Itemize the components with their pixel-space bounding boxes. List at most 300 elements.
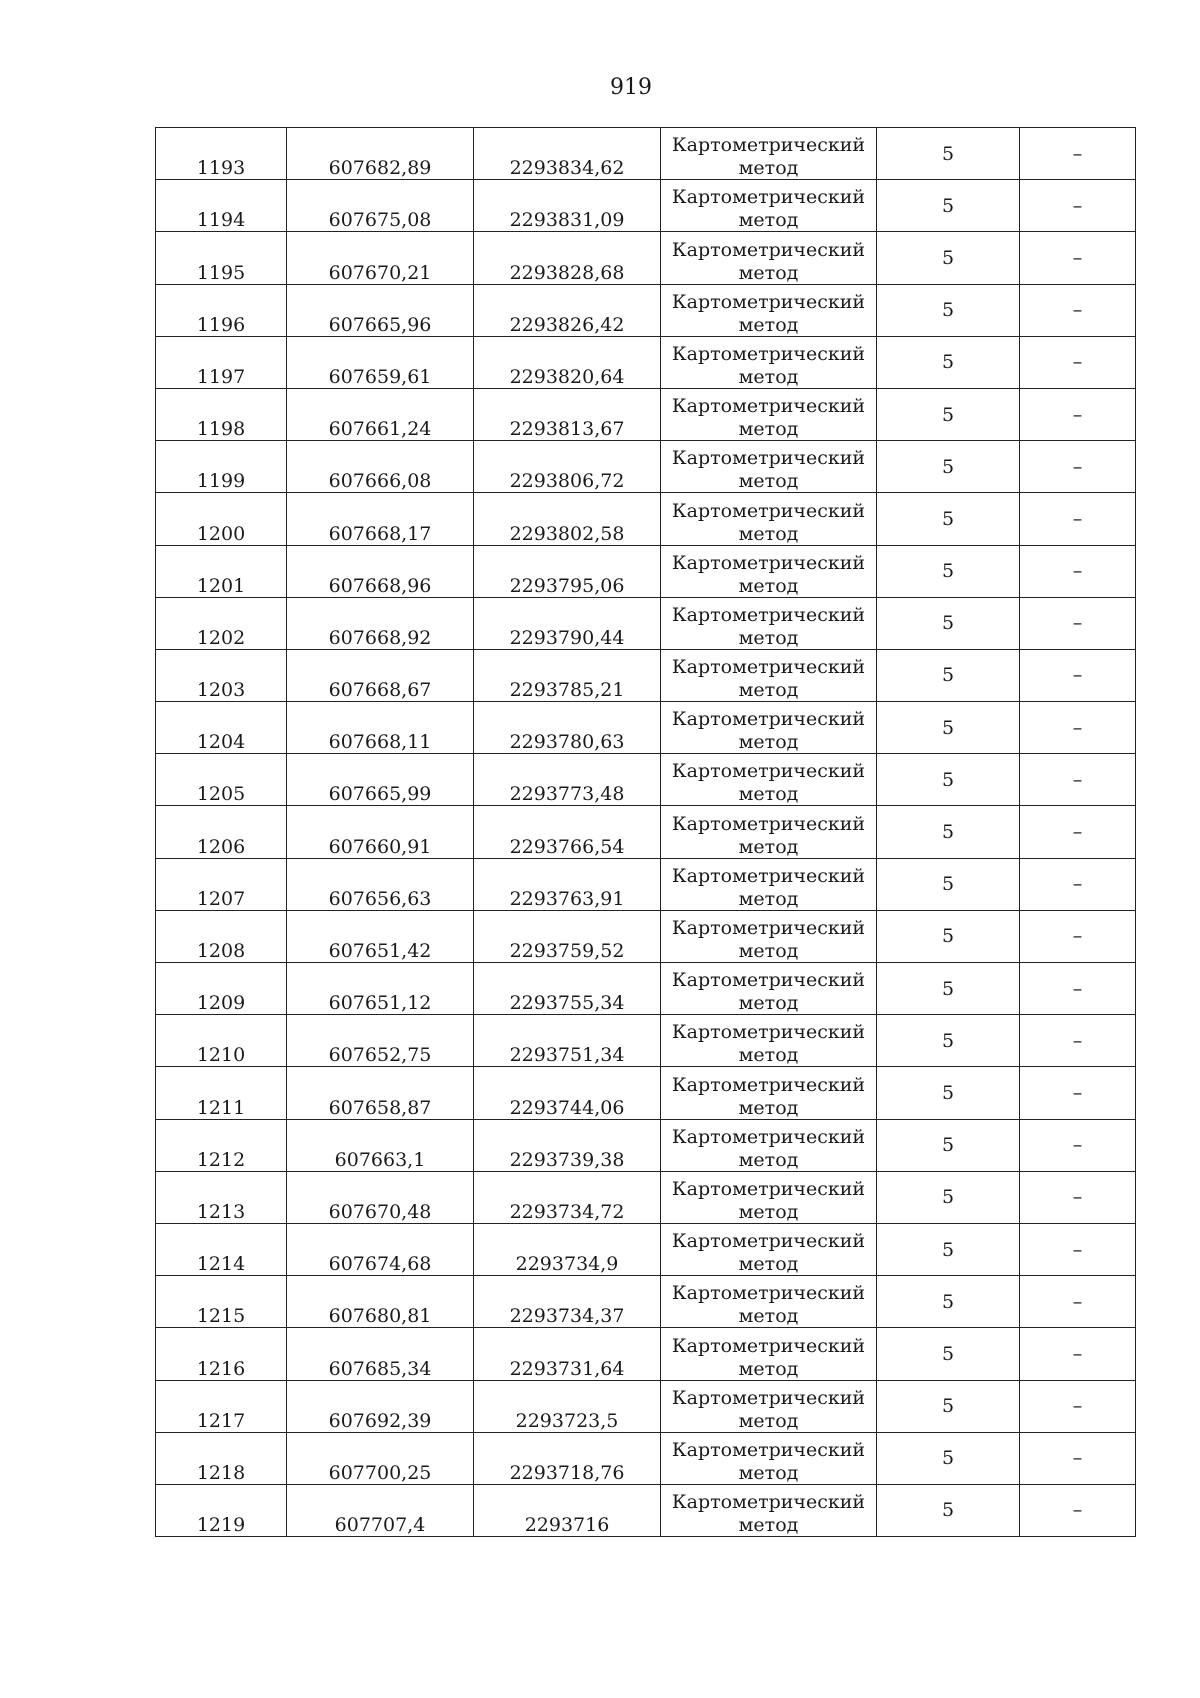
accuracy-cell: 5 <box>877 1067 1020 1119</box>
point-number-cell-text: 1196 <box>196 313 246 336</box>
method-line-1: Картометрический <box>671 395 866 418</box>
x-coordinate-cell <box>287 180 474 232</box>
description-cell: – <box>1020 910 1136 962</box>
method-line-1: Картометрический <box>671 1282 866 1305</box>
x-coordinate-cell-text: 607663,1 <box>334 1148 426 1171</box>
x-coordinate-cell-text: 607700,25 <box>328 1461 432 1484</box>
x-coordinate-cell <box>287 806 474 858</box>
accuracy-cell: 5 <box>877 1380 1020 1432</box>
method-line-1: Картометрический <box>671 1125 866 1148</box>
method-line-1: Картометрический <box>671 290 866 313</box>
y-coordinate-cell-text: 2293739,38 <box>509 1148 625 1171</box>
y-coordinate-cell <box>474 388 661 440</box>
x-coordinate-cell-text: 607670,21 <box>328 261 432 284</box>
table-row <box>156 545 1136 597</box>
x-coordinate-cell <box>287 1067 474 1119</box>
table-row <box>156 1380 1136 1432</box>
method-cell <box>661 1328 877 1380</box>
x-coordinate-cell-text: 607652,75 <box>328 1044 432 1067</box>
x-coordinate-cell-text: 607651,12 <box>328 992 432 1015</box>
y-coordinate-cell <box>474 1328 661 1380</box>
description-cell: – <box>1020 806 1136 858</box>
x-coordinate-cell-text: 607675,08 <box>328 209 432 232</box>
point-number-cell <box>156 858 287 910</box>
method-line-2: метод <box>738 1253 799 1276</box>
method-line-1: Картометрический <box>671 969 866 992</box>
x-coordinate-cell-text: 607682,89 <box>328 157 432 180</box>
point-number-cell-text: 1204 <box>196 731 246 754</box>
point-number-cell <box>156 441 287 493</box>
point-number-cell <box>156 1432 287 1484</box>
y-coordinate-cell-text: 2293731,64 <box>509 1357 625 1380</box>
point-number-cell-text: 1202 <box>196 626 246 649</box>
x-coordinate-cell-text: 607665,99 <box>328 783 432 806</box>
x-coordinate-cell <box>287 1484 474 1536</box>
method-cell <box>661 963 877 1015</box>
accuracy-cell: 5 <box>877 493 1020 545</box>
point-number-cell-text: 1205 <box>196 783 246 806</box>
accuracy-cell: 5 <box>877 441 1020 493</box>
y-coordinate-cell <box>474 1119 661 1171</box>
table-row <box>156 649 1136 701</box>
method-cell <box>661 232 877 284</box>
method-cell <box>661 597 877 649</box>
point-number-cell-text: 1200 <box>196 522 246 545</box>
method-cell <box>661 1223 877 1275</box>
description-cell: – <box>1020 545 1136 597</box>
description-cell: – <box>1020 284 1136 336</box>
table-row <box>156 441 1136 493</box>
point-number-cell <box>156 910 287 962</box>
method-line-1: Картометрический <box>671 134 866 157</box>
method-line-2: метод <box>738 1305 799 1328</box>
table-row <box>156 1276 1136 1328</box>
method-cell <box>661 1432 877 1484</box>
method-line-1: Картометрический <box>671 1334 866 1357</box>
method-line-1: Картометрический <box>671 656 866 679</box>
accuracy-cell: 5 <box>877 232 1020 284</box>
description-cell: – <box>1020 754 1136 806</box>
y-coordinate-cell-text: 2293790,44 <box>509 626 625 649</box>
accuracy-cell: 5 <box>877 1223 1020 1275</box>
method-line-1: Картометрический <box>671 1073 866 1096</box>
x-coordinate-cell <box>287 1432 474 1484</box>
table-row <box>156 754 1136 806</box>
table-row <box>156 858 1136 910</box>
accuracy-cell: 5 <box>877 1276 1020 1328</box>
x-coordinate-cell-text: 607656,63 <box>328 887 432 910</box>
y-coordinate-cell <box>474 806 661 858</box>
y-coordinate-cell-text: 2293826,42 <box>509 313 625 336</box>
point-number-cell-text: 1201 <box>196 574 246 597</box>
table-row <box>156 180 1136 232</box>
y-coordinate-cell <box>474 1015 661 1067</box>
method-line-2: метод <box>738 992 799 1015</box>
description-cell: – <box>1020 336 1136 388</box>
point-number-cell <box>156 1276 287 1328</box>
description-cell: – <box>1020 1015 1136 1067</box>
description-cell: – <box>1020 232 1136 284</box>
x-coordinate-cell-text: 607668,17 <box>328 522 432 545</box>
table-row <box>156 1119 1136 1171</box>
method-line-1: Картометрический <box>671 238 866 261</box>
x-coordinate-cell <box>287 1171 474 1223</box>
y-coordinate-cell <box>474 545 661 597</box>
x-coordinate-cell-text: 607665,96 <box>328 313 432 336</box>
y-coordinate-cell <box>474 597 661 649</box>
x-coordinate-cell <box>287 441 474 493</box>
method-line-2: метод <box>738 626 799 649</box>
point-number-cell <box>156 493 287 545</box>
method-line-1: Картометрический <box>671 1021 866 1044</box>
table-row <box>156 1067 1136 1119</box>
method-line-2: метод <box>738 1357 799 1380</box>
method-line-2: метод <box>738 209 799 232</box>
x-coordinate-cell <box>287 1119 474 1171</box>
method-cell <box>661 1484 877 1536</box>
method-line-1: Картометрический <box>671 864 866 887</box>
x-coordinate-cell <box>287 388 474 440</box>
point-number-cell-text: 1209 <box>196 992 246 1015</box>
point-number-cell-text: 1214 <box>196 1253 246 1276</box>
x-coordinate-cell <box>287 1223 474 1275</box>
point-number-cell-text: 1194 <box>196 209 246 232</box>
description-cell: – <box>1020 1171 1136 1223</box>
method-line-1: Картометрический <box>671 1230 866 1253</box>
method-cell <box>661 858 877 910</box>
method-line-2: метод <box>738 731 799 754</box>
description-cell: – <box>1020 441 1136 493</box>
table-row <box>156 493 1136 545</box>
accuracy-cell: 5 <box>877 754 1020 806</box>
accuracy-cell: 5 <box>877 910 1020 962</box>
point-number-cell <box>156 284 287 336</box>
y-coordinate-cell <box>474 232 661 284</box>
description-cell: – <box>1020 493 1136 545</box>
accuracy-cell: 5 <box>877 806 1020 858</box>
y-coordinate-cell <box>474 649 661 701</box>
y-coordinate-cell <box>474 1171 661 1223</box>
method-cell <box>661 806 877 858</box>
method-line-2: метод <box>738 470 799 493</box>
accuracy-cell: 5 <box>877 597 1020 649</box>
point-number-cell-text: 1195 <box>196 261 246 284</box>
x-coordinate-cell <box>287 858 474 910</box>
y-coordinate-cell-text: 2293763,91 <box>509 887 625 910</box>
method-cell <box>661 910 877 962</box>
y-coordinate-cell <box>474 1432 661 1484</box>
method-line-1: Картометрический <box>671 447 866 470</box>
method-line-2: метод <box>738 783 799 806</box>
coordinates-table-body <box>156 128 1136 1537</box>
y-coordinate-cell <box>474 180 661 232</box>
method-line-1: Картометрический <box>671 186 866 209</box>
table-row <box>156 806 1136 858</box>
x-coordinate-cell-text: 607661,24 <box>328 418 432 441</box>
x-coordinate-cell <box>287 493 474 545</box>
point-number-cell <box>156 180 287 232</box>
accuracy-cell: 5 <box>877 388 1020 440</box>
accuracy-cell: 5 <box>877 336 1020 388</box>
description-cell: – <box>1020 180 1136 232</box>
method-cell <box>661 493 877 545</box>
table-row <box>156 702 1136 754</box>
y-coordinate-cell-text: 2293716 <box>524 1514 610 1537</box>
point-number-cell <box>156 1119 287 1171</box>
y-coordinate-cell <box>474 1067 661 1119</box>
x-coordinate-cell <box>287 649 474 701</box>
method-line-1: Картометрический <box>671 1386 866 1409</box>
point-number-cell-text: 1219 <box>196 1514 246 1537</box>
description-cell: – <box>1020 1223 1136 1275</box>
y-coordinate-cell-text: 2293751,34 <box>509 1044 625 1067</box>
x-coordinate-cell <box>287 1276 474 1328</box>
y-coordinate-cell-text: 2293734,72 <box>509 1200 625 1223</box>
coordinates-table <box>155 127 1136 1537</box>
x-coordinate-cell <box>287 597 474 649</box>
description-cell: – <box>1020 1380 1136 1432</box>
x-coordinate-cell-text: 607668,96 <box>328 574 432 597</box>
table-row <box>156 232 1136 284</box>
method-line-2: метод <box>738 365 799 388</box>
method-line-2: метод <box>738 261 799 284</box>
point-number-cell <box>156 1171 287 1223</box>
table-row <box>156 910 1136 962</box>
method-line-2: метод <box>738 574 799 597</box>
point-number-cell-text: 1212 <box>196 1148 246 1171</box>
method-cell <box>661 545 877 597</box>
point-number-cell <box>156 232 287 284</box>
description-cell: – <box>1020 597 1136 649</box>
x-coordinate-cell-text: 607659,61 <box>328 365 432 388</box>
accuracy-cell: 5 <box>877 1015 1020 1067</box>
method-line-1: Картометрический <box>671 1491 866 1514</box>
y-coordinate-cell-text: 2293802,58 <box>509 522 625 545</box>
method-line-2: метод <box>738 1514 799 1537</box>
y-coordinate-cell <box>474 858 661 910</box>
accuracy-cell: 5 <box>877 649 1020 701</box>
method-cell <box>661 1119 877 1171</box>
method-line-2: метод <box>738 157 799 180</box>
method-line-2: метод <box>738 1200 799 1223</box>
method-line-1: Картометрический <box>671 499 866 522</box>
method-line-1: Картометрический <box>671 342 866 365</box>
y-coordinate-cell <box>474 1484 661 1536</box>
method-cell <box>661 441 877 493</box>
point-number-cell-text: 1198 <box>196 418 246 441</box>
table-row <box>156 1015 1136 1067</box>
point-number-cell <box>156 702 287 754</box>
point-number-cell <box>156 1328 287 1380</box>
method-line-1: Картометрический <box>671 603 866 626</box>
point-number-cell <box>156 545 287 597</box>
accuracy-cell: 5 <box>877 1432 1020 1484</box>
point-number-cell-text: 1193 <box>196 157 246 180</box>
x-coordinate-cell-text: 607674,68 <box>328 1253 432 1276</box>
point-number-cell-text: 1216 <box>196 1357 246 1380</box>
point-number-cell <box>156 1484 287 1536</box>
y-coordinate-cell-text: 2293834,62 <box>509 157 625 180</box>
point-number-cell <box>156 1015 287 1067</box>
table-row <box>156 388 1136 440</box>
method-line-1: Картометрический <box>671 1177 866 1200</box>
x-coordinate-cell-text: 607692,39 <box>328 1409 432 1432</box>
y-coordinate-cell-text: 2293759,52 <box>509 940 625 962</box>
method-line-2: метод <box>738 1096 799 1119</box>
y-coordinate-cell-text: 2293820,64 <box>509 365 625 388</box>
table-row <box>156 336 1136 388</box>
x-coordinate-cell <box>287 545 474 597</box>
x-coordinate-cell-text: 607660,91 <box>328 835 432 858</box>
method-cell <box>661 1015 877 1067</box>
y-coordinate-cell-text: 2293773,48 <box>509 783 625 806</box>
accuracy-cell: 5 <box>877 1171 1020 1223</box>
point-number-cell <box>156 336 287 388</box>
y-coordinate-cell <box>474 963 661 1015</box>
x-coordinate-cell-text: 607668,11 <box>328 731 432 754</box>
accuracy-cell: 5 <box>877 1484 1020 1536</box>
method-line-1: Картометрический <box>671 1438 866 1461</box>
point-number-cell <box>156 597 287 649</box>
method-cell <box>661 1276 877 1328</box>
method-line-1: Картометрический <box>671 708 866 731</box>
y-coordinate-cell <box>474 754 661 806</box>
table-row <box>156 1484 1136 1536</box>
y-coordinate-cell-text: 2293785,21 <box>509 679 625 702</box>
x-coordinate-cell-text: 607658,87 <box>328 1096 432 1119</box>
point-number-cell-text: 1218 <box>196 1461 246 1484</box>
description-cell: – <box>1020 1119 1136 1171</box>
x-coordinate-cell <box>287 232 474 284</box>
x-coordinate-cell-text: 607651,42 <box>328 940 432 962</box>
x-coordinate-cell-text: 607680,81 <box>328 1305 432 1328</box>
method-cell <box>661 754 877 806</box>
x-coordinate-cell <box>287 128 474 180</box>
method-line-2: метод <box>738 418 799 441</box>
point-number-cell <box>156 754 287 806</box>
point-number-cell <box>156 1223 287 1275</box>
method-line-2: метод <box>738 313 799 336</box>
method-line-2: метод <box>738 940 799 962</box>
y-coordinate-cell-text: 2293723,5 <box>515 1409 619 1432</box>
y-coordinate-cell <box>474 702 661 754</box>
table-row <box>156 1171 1136 1223</box>
y-coordinate-cell-text: 2293766,54 <box>509 835 625 858</box>
y-coordinate-cell <box>474 1380 661 1432</box>
point-number-cell-text: 1211 <box>196 1096 246 1119</box>
accuracy-cell: 5 <box>877 702 1020 754</box>
accuracy-cell: 5 <box>877 128 1020 180</box>
accuracy-cell: 5 <box>877 963 1020 1015</box>
accuracy-cell: 5 <box>877 1119 1020 1171</box>
y-coordinate-cell-text: 2293755,34 <box>509 992 625 1015</box>
y-coordinate-cell-text: 2293718,76 <box>509 1461 625 1484</box>
method-line-2: метод <box>738 1044 799 1067</box>
point-number-cell <box>156 388 287 440</box>
description-cell: – <box>1020 128 1136 180</box>
method-line-2: метод <box>738 887 799 910</box>
point-number-cell-text: 1206 <box>196 835 246 858</box>
description-cell: – <box>1020 1484 1136 1536</box>
y-coordinate-cell <box>474 1276 661 1328</box>
method-line-1: Картометрический <box>671 760 866 783</box>
method-line-1: Картометрический <box>671 812 866 835</box>
accuracy-cell: 5 <box>877 180 1020 232</box>
point-number-cell <box>156 1380 287 1432</box>
table-row <box>156 963 1136 1015</box>
description-cell: – <box>1020 963 1136 1015</box>
method-cell <box>661 388 877 440</box>
method-cell <box>661 1171 877 1223</box>
x-coordinate-cell-text: 607666,08 <box>328 470 432 493</box>
point-number-cell <box>156 128 287 180</box>
point-number-cell <box>156 806 287 858</box>
y-coordinate-cell-text: 2293806,72 <box>509 470 625 493</box>
point-number-cell-text: 1208 <box>196 940 246 962</box>
method-cell <box>661 284 877 336</box>
method-line-1: Картометрический <box>671 917 866 939</box>
y-coordinate-cell-text: 2293828,68 <box>509 261 625 284</box>
method-line-2: метод <box>738 835 799 858</box>
page-number: 919 <box>610 75 652 100</box>
description-cell: – <box>1020 388 1136 440</box>
x-coordinate-cell <box>287 1380 474 1432</box>
point-number-cell <box>156 649 287 701</box>
y-coordinate-cell-text: 2293744,06 <box>509 1096 625 1119</box>
method-cell <box>661 1067 877 1119</box>
table-row <box>156 1223 1136 1275</box>
x-coordinate-cell-text: 607707,4 <box>334 1514 426 1537</box>
y-coordinate-cell <box>474 441 661 493</box>
point-number-cell-text: 1197 <box>196 365 246 388</box>
point-number-cell <box>156 1067 287 1119</box>
description-cell: – <box>1020 1328 1136 1380</box>
description-cell: – <box>1020 1432 1136 1484</box>
y-coordinate-cell-text: 2293795,06 <box>509 574 625 597</box>
method-line-2: метод <box>738 1409 799 1432</box>
y-coordinate-cell <box>474 284 661 336</box>
point-number-cell-text: 1213 <box>196 1200 246 1223</box>
x-coordinate-cell <box>287 963 474 1015</box>
y-coordinate-cell-text: 2293780,63 <box>509 731 625 754</box>
y-coordinate-cell-text: 2293813,67 <box>509 418 625 441</box>
method-line-2: метод <box>738 522 799 545</box>
y-coordinate-cell <box>474 128 661 180</box>
point-number-cell-text: 1217 <box>196 1409 246 1432</box>
point-number-cell-text: 1207 <box>196 887 246 910</box>
x-coordinate-cell <box>287 1328 474 1380</box>
x-coordinate-cell-text: 607668,92 <box>328 626 432 649</box>
point-number-cell-text: 1215 <box>196 1305 246 1328</box>
method-cell <box>661 128 877 180</box>
accuracy-cell: 5 <box>877 858 1020 910</box>
y-coordinate-cell-text: 2293734,37 <box>509 1305 625 1328</box>
x-coordinate-cell <box>287 336 474 388</box>
method-line-2: метод <box>738 1148 799 1171</box>
table-row <box>156 284 1136 336</box>
accuracy-cell: 5 <box>877 1328 1020 1380</box>
x-coordinate-cell <box>287 754 474 806</box>
x-coordinate-cell <box>287 910 474 962</box>
method-cell <box>661 336 877 388</box>
method-line-2: метод <box>738 1461 799 1484</box>
table-row <box>156 128 1136 180</box>
x-coordinate-cell <box>287 284 474 336</box>
method-cell <box>661 702 877 754</box>
description-cell: – <box>1020 649 1136 701</box>
accuracy-cell: 5 <box>877 545 1020 597</box>
method-cell <box>661 180 877 232</box>
